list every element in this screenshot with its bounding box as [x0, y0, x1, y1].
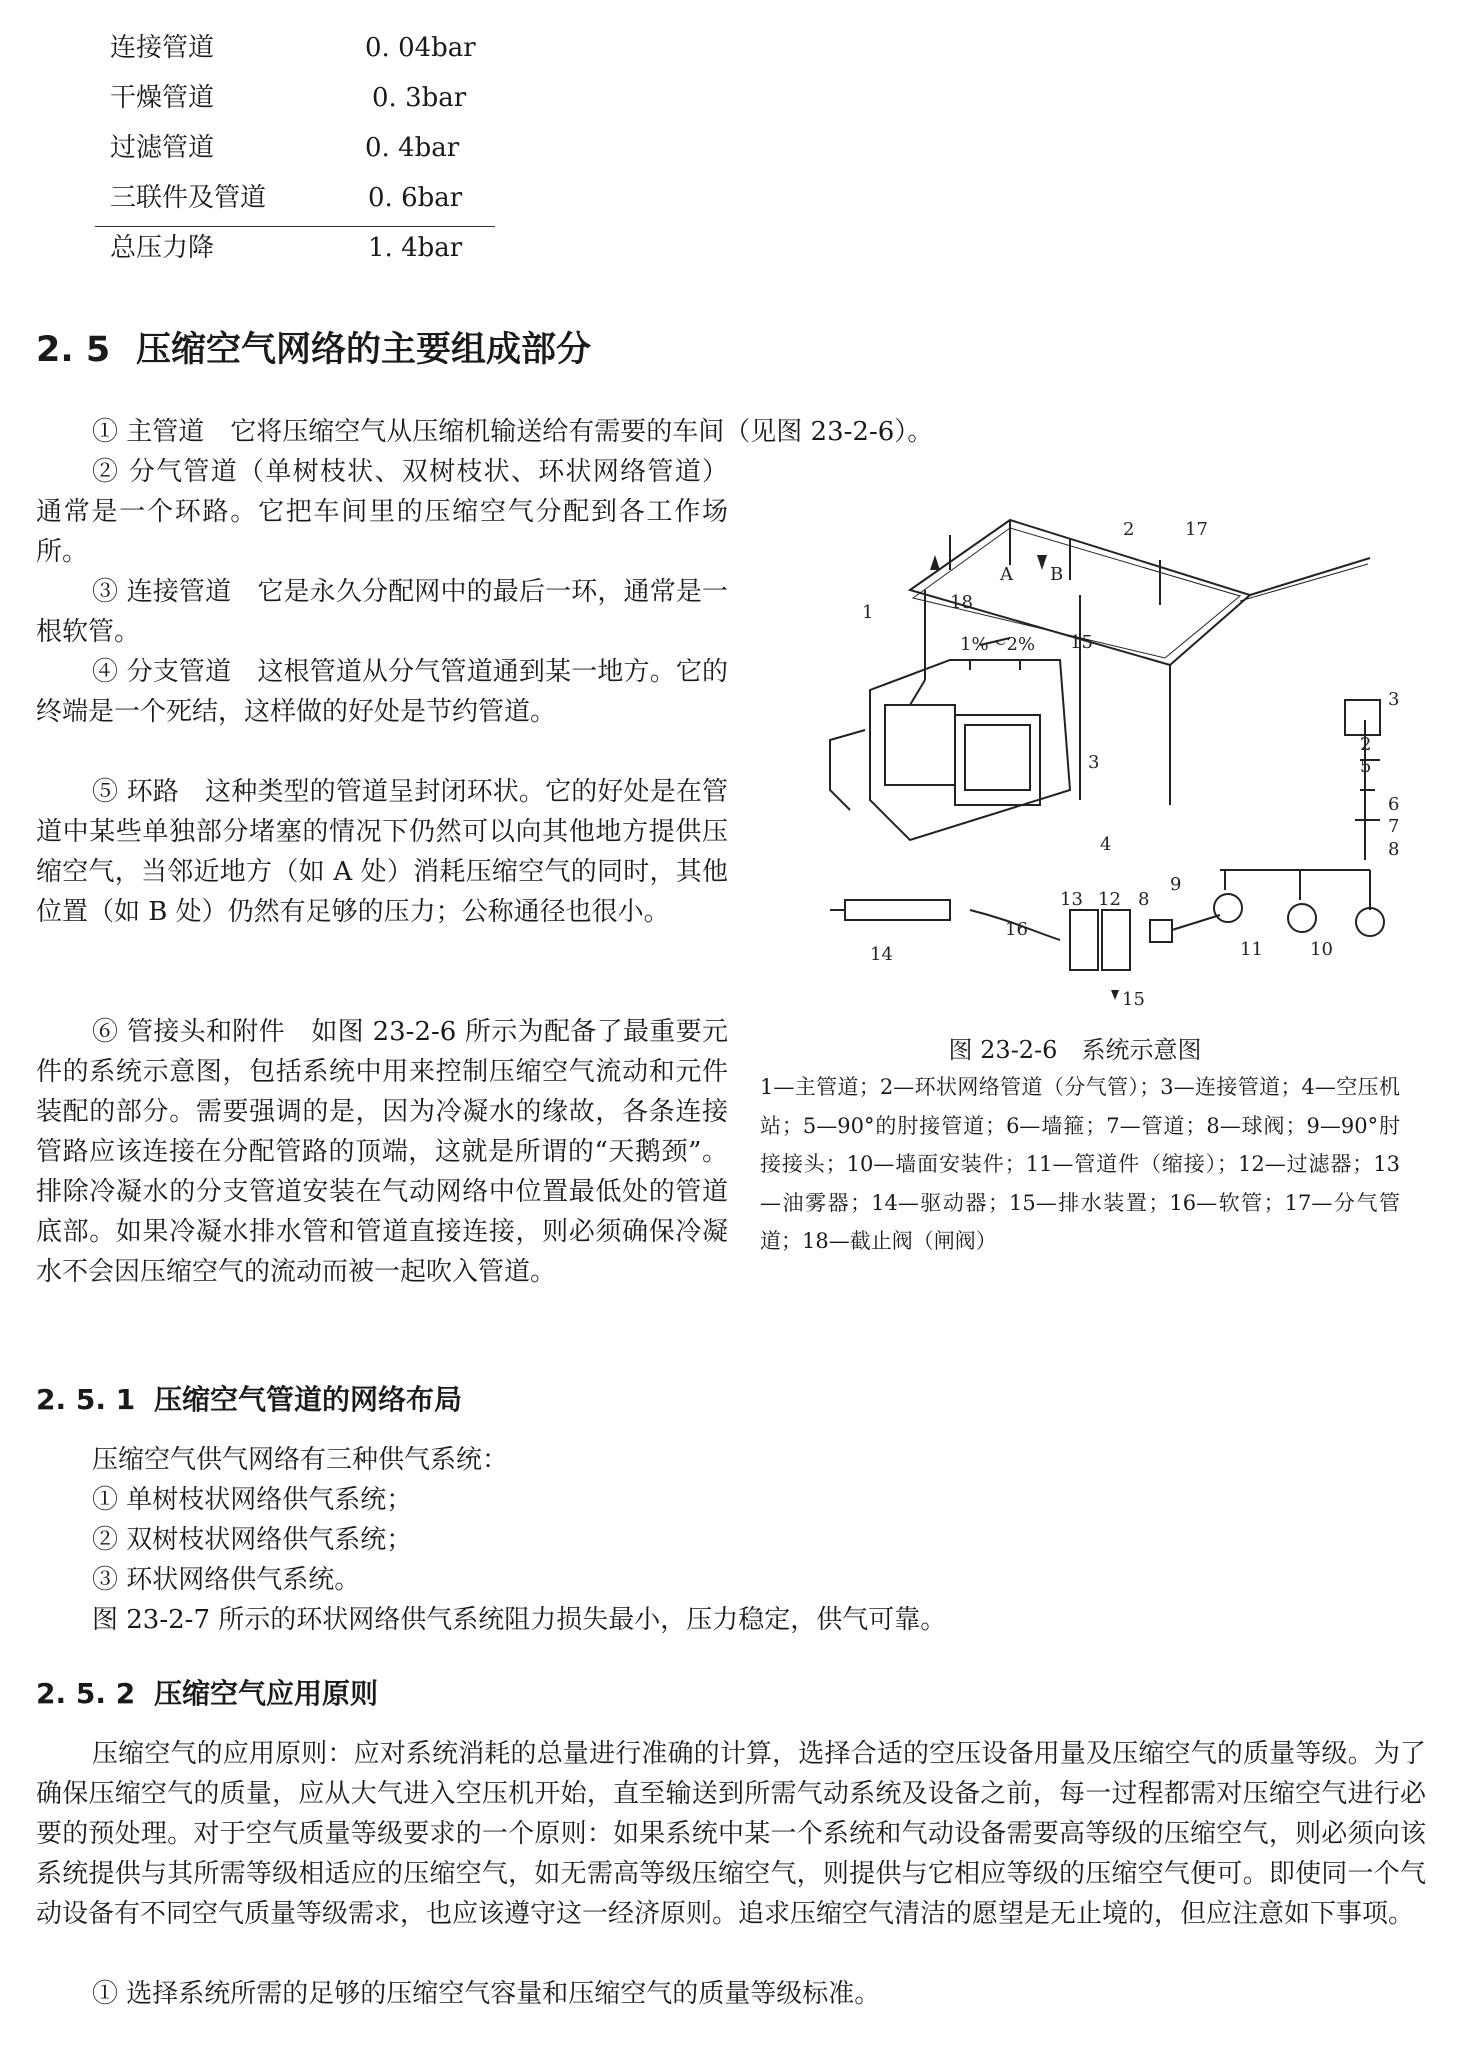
system-diagram [770, 490, 1420, 1010]
label-3b: 3 [1088, 752, 1100, 773]
label-12: 12 [1098, 889, 1121, 910]
table-cell-item: 干燥管道 [110, 83, 215, 113]
label-A: A [1000, 564, 1013, 585]
label-4: 4 [1100, 834, 1112, 855]
table-total-rule [95, 226, 495, 227]
subsection-title: 压缩空气管道的网络布局 [154, 1383, 463, 1416]
label-2b: 2 [1360, 734, 1372, 755]
subsection-number: 2. 5. 1 [36, 1383, 136, 1416]
label-10: 10 [1310, 939, 1333, 960]
actuator [845, 900, 950, 920]
paragraph: 压缩空气的应用原则：应对系统消耗的总量进行准确的计算，选择合适的空压设备用量及压缩空气的质量等级。为了确保压缩空气的质量，应从大气进入空压机开始，直至输送到所需气动系统及设备之前，每一过程都需对压缩空气进行必要的预处理。对于空气质量等级要求的一个原则：如果系统中某一个系统和气动设备需要高等级的压缩空气，则必须向该系统提供与其所需等级相适应的压缩空气，如无需高等级压缩空气，则提供与它相应等级的压缩空气便可。即使同一个气动设备有不同空气质量等级需求，也应该遵守这一经济原则。追求压缩空气清洁的愿望是无止境的，但应注意如下事项。 [36, 1739, 1426, 1929]
slope-label: 1%～2% [960, 634, 1036, 655]
label-8: 8 [1388, 839, 1400, 860]
label-11: 11 [1240, 939, 1263, 960]
table-cell-item: 连接管道 [110, 33, 215, 63]
paragraph: ④ 分支管道 这根管道从分气管道通到某一地方。它的终端是一个死结，这样做的好处是节约管道。 [36, 657, 728, 727]
list-item: ② 双树枝状网络供气系统； [92, 1525, 413, 1555]
label-9: 9 [1170, 874, 1182, 895]
paragraph: ⑤ 环路 这种类型的管道呈封闭环状。它的好处是在管道中某些单独部分堵塞的情况下仍然可以向其他地方提供压缩空气，当邻近地方（如 A 处）消耗压缩空气的同时，其他位置（如 B 处）仍然有足够的压力；公称通径也很小。 [36, 777, 728, 927]
label-7: 7 [1388, 816, 1400, 837]
figure-caption: 图 23-2-6 系统示意图 [948, 1036, 1202, 1064]
label-5: 5 [1360, 756, 1372, 777]
table-cell-value: 0. 6bar [368, 183, 463, 213]
label-15b: 15 [1122, 989, 1145, 1010]
section-title: 压缩空气网络的主要组成部分 [136, 330, 592, 370]
label-17: 17 [1185, 519, 1208, 540]
section-heading [36, 322, 591, 372]
paragraph: ⑥ 管接头和附件 如图 23-2-6 所示为配备了最重要元件的系统示意图，包括系统中用来控制压缩空气流动和元件装配的部分。需要强调的是，因为冷凝水的缘故，各条连接管路应该连接在分配管路的顶端，这就是所谓的“天鹅颈”。排除冷凝水的分支管道安装在气动网络中位置最低处的管道底部。如果冷凝水排水管和管道直接连接，则必须确保冷凝水不会因压缩空气的流动而被一起吹入管道。 [36, 1017, 728, 1287]
list-item: ① 选择系统所需的足够的压缩空气容量和压缩空气的质量等级标准。 [92, 1979, 881, 2009]
label-3: 3 [1388, 689, 1400, 710]
paragraph: ① 主管道 它将压缩空气从压缩机输送给有需要的车间（见图 23-2-6）。 [92, 417, 934, 447]
paragraph-line: 压缩空气供气网络有三种供气系统： [92, 1445, 509, 1475]
label-14: 14 [870, 944, 893, 965]
table-cell-value: 0. 04bar [365, 33, 476, 63]
figure-legend: 1—主管道；2—环状网络管道（分气管）；3—连接管道；4—空压机站；5—90°的肘接管道；6—墙箍；7—管道；8—球阀；9—90°肘接接头；10—墙面安装件；11—管道件（缩接）；12—过滤器；13—油雾器；14—驱动器；15—排水装置；16—软管；17—分气管道；18—截止阀（闸阀） [760, 1075, 1400, 1253]
subsection-heading [36, 1378, 462, 1418]
list-item: ③ 环状网络供气系统。 [92, 1565, 361, 1595]
label-2: 2 [1123, 519, 1135, 540]
table-cell-value: 0. 4bar [365, 133, 460, 163]
list-item: ① 单树枝状网络供气系统； [92, 1485, 413, 1515]
table-cell-item: 三联件及管道 [110, 183, 267, 213]
table-cell-item: 过滤管道 [110, 133, 215, 163]
label-18: 18 [950, 592, 973, 613]
table-cell-value: 1. 4bar [368, 233, 463, 263]
label-6: 6 [1388, 794, 1400, 815]
section-number: 2. 5 [36, 330, 111, 370]
label-B: B [1050, 564, 1064, 585]
label-15a: 15 [1070, 632, 1093, 653]
label-8b: 8 [1138, 889, 1150, 910]
subsection-heading [36, 1672, 378, 1712]
distribution-pipe [1250, 558, 1370, 595]
paragraph: ② 分气管道（单树枝状、双树枝状、环状网络管道） 通常是一个环路。它把车间里的压缩空气分配到各工作场所。 [36, 457, 728, 567]
table-cell-item: 总压力降 [110, 233, 215, 263]
paragraph-line: 图 23-2-7 所示的环状网络供气系统阻力损失最小，压力稳定，供气可靠。 [92, 1605, 947, 1635]
table-cell-value: 0. 3bar [372, 83, 467, 113]
label-1: 1 [862, 602, 874, 623]
label-13: 13 [1060, 889, 1083, 910]
subsection-title: 压缩空气应用原则 [154, 1677, 379, 1710]
paragraph: ③ 连接管道 它是永久分配网中的最后一环，通常是一根软管。 [36, 577, 728, 647]
label-16: 16 [1005, 919, 1028, 940]
subsection-number: 2. 5. 2 [36, 1677, 136, 1710]
main-pipe [830, 680, 925, 810]
